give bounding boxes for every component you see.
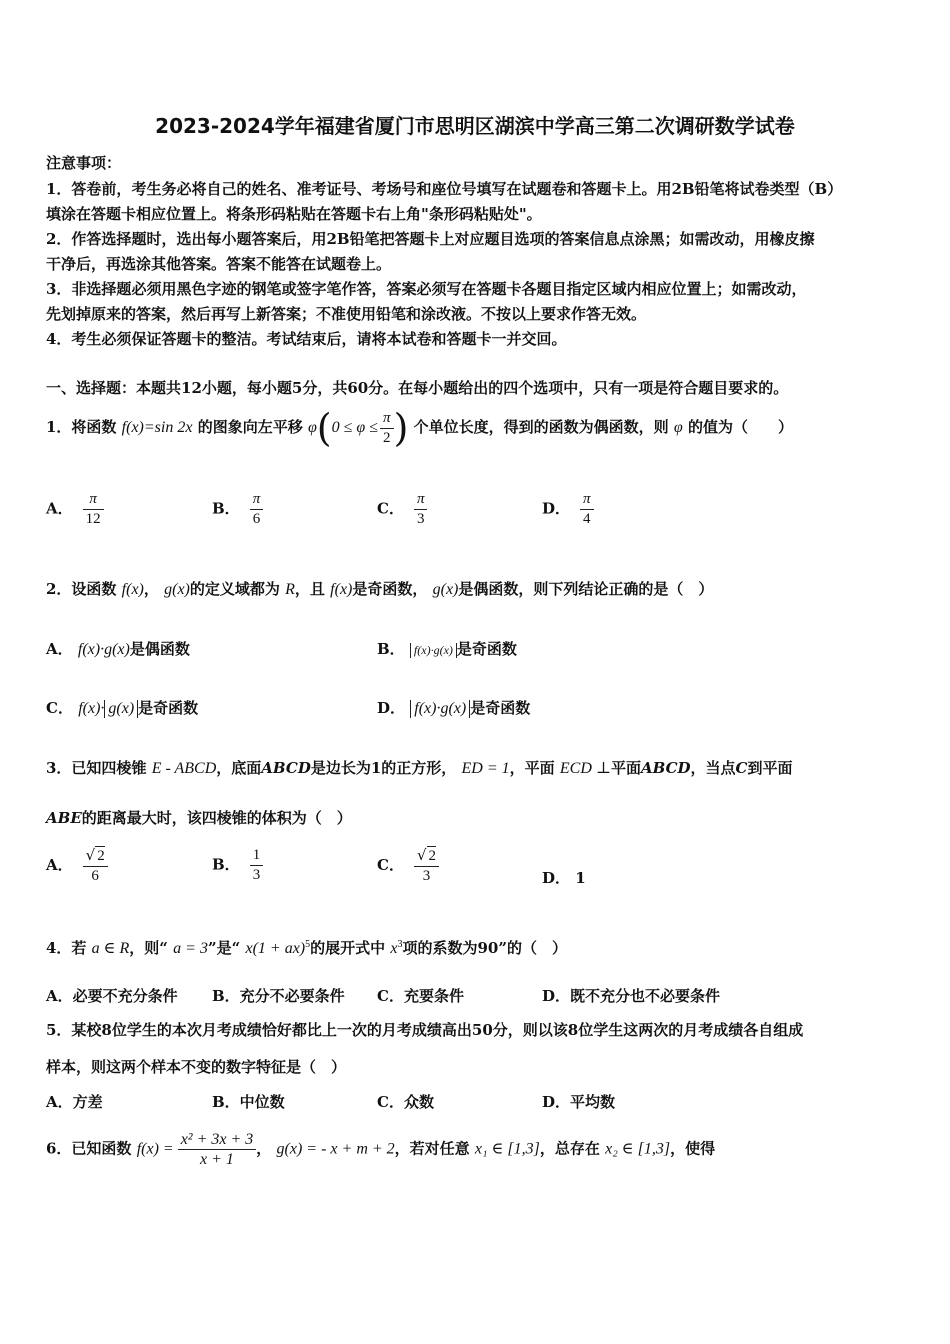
q1-option-c: C． $\frac{\pi}{3}$ [377, 490, 427, 529]
question-4: 4．若 a ∈ R，则“ a = 3”是“ x(1 + ax)$^5$的展开式中 $x^3$项的系数为90”的（ ） [46, 939, 567, 957]
q1-option-d: D． $\frac{\pi}{4}$ [542, 490, 594, 529]
q3-option-a: A． $\frac{√ 2}{6}$ [46, 846, 108, 886]
question-2: 2．设函数 f(x)， g(x)的定义域都为 R，且 f(x)是奇函数， g(x)是偶函数，则下列结论正确的是（ ） [46, 580, 714, 598]
notice-line-4: 干净后，再选涂其他答案。答案不能答在试题卷上。 [46, 255, 392, 273]
q4-option-d: D．既不充分也不必要条件 [542, 987, 721, 1005]
notice-line-2: 填涂在答题卡相应位置上。将条形码粘贴在答题卡右上角"条形码粘贴处"。 [46, 205, 542, 223]
q3-option-b: B． $\frac{1}{3}$ [212, 846, 263, 885]
q1-function: f(x)=sin 2x [121, 419, 193, 436]
q4-option-a: A．必要不充分条件 [46, 987, 178, 1005]
q2-option-b: B． f(x)·g(x) 是奇函数 [377, 640, 517, 658]
notice-line-3: 2．作答选择题时，选出每小题答案后，用2B铅笔把答题卡上对应题目选项的答案信息点涂黑；如需改动，用橡皮擦 [46, 230, 815, 248]
notice-line-5: 3．非选择题必须用黑色字迹的钢笔或签字笔作答，答案必须写在答题卡各题目指定区域内相应位置上；如需改动， [46, 280, 807, 298]
notice-heading: 注意事项： [46, 154, 122, 172]
page-title: 2023-2024学年福建省厦门市思明区湖滨中学高三第二次调研数学试卷 [155, 114, 795, 138]
q5-option-c: C．众数 [377, 1093, 434, 1111]
q2-option-c: C． f(x)· g(x) 是奇函数 [46, 699, 199, 717]
q1-option-b: B． $\frac{\pi}{6}$ [212, 490, 263, 529]
question-3-line-2: ABE的距离最大时，该四棱锥的体积为（ ） [46, 809, 352, 827]
question-5: 5．某校8位学生的本次月考成绩恰好都比上一次的月考成绩高出50分，则以该8位学生这两次的月考成绩各自组成 [46, 1021, 804, 1039]
question-5-line-2: 样本，则这两个样本不变的数字特征是（ ） [46, 1058, 347, 1076]
question-6: 6．已知函数 f(x) = $\frac{\text{x² + 3x + 3}}{x + 1}$ ， g(x) = - x + m + 2，若对任意 x₁ ∈ [1,3]，总存在 x₂ ∈ [1,3]，使得 [46, 1131, 716, 1168]
section-heading: 一、选择题：本题共12小题，每小题5分，共60分。在每小题给出的四个选项中，只有一项是符合题目要求的。 [46, 379, 789, 397]
q1-option-a: A． $\frac{\pi}{12}$ [46, 490, 104, 529]
notice-line-6: 先划掉原来的答案，然后再写上新答案；不准使用铅笔和涂改液。不按以上要求作答无效。 [46, 305, 647, 323]
q5-option-b: B．中位数 [212, 1093, 285, 1111]
q5-option-d: D．平均数 [542, 1093, 616, 1111]
question-3: 3．已知四棱锥 E - ABCD，底面ABCD是边长为1的正方形， ED = 1，平面 ECD ⊥平面ABCD，当点C到平面 [46, 759, 793, 777]
q2-option-d: D． f(x)·g(x) 是奇函数 [377, 699, 531, 717]
question-1: 1．将函数 f(x)=sin 2x 的图象向左平移 φ(0 ≤ φ ≤ $\frac{\pi}{2}$ ) 个单位长度，得到的函数为偶函数，则 φ 的值为（ ） [46, 406, 793, 450]
q4-option-c: C．充要条件 [377, 987, 464, 1005]
notice-line-7: 4．考生必须保证答题卡的整洁。考试结束后，请将本试卷和答题卡一并交回。 [46, 330, 567, 348]
q5-option-a: A．方差 [46, 1093, 103, 1111]
q2-option-a: A． f(x)·g(x)是偶函数 [46, 640, 190, 658]
q3-option-d: D． 1 [542, 869, 586, 887]
q3-option-c: C． $\frac{√ 2}{3}$ [377, 846, 439, 886]
notice-line-1: 1．答卷前，考生务必将自己的姓名、准考证号、考场号和座位号填写在试题卷和答题卡上。用2B铅笔将试卷类型（B） [46, 180, 843, 198]
q4-option-b: B．充分不必要条件 [212, 987, 345, 1005]
